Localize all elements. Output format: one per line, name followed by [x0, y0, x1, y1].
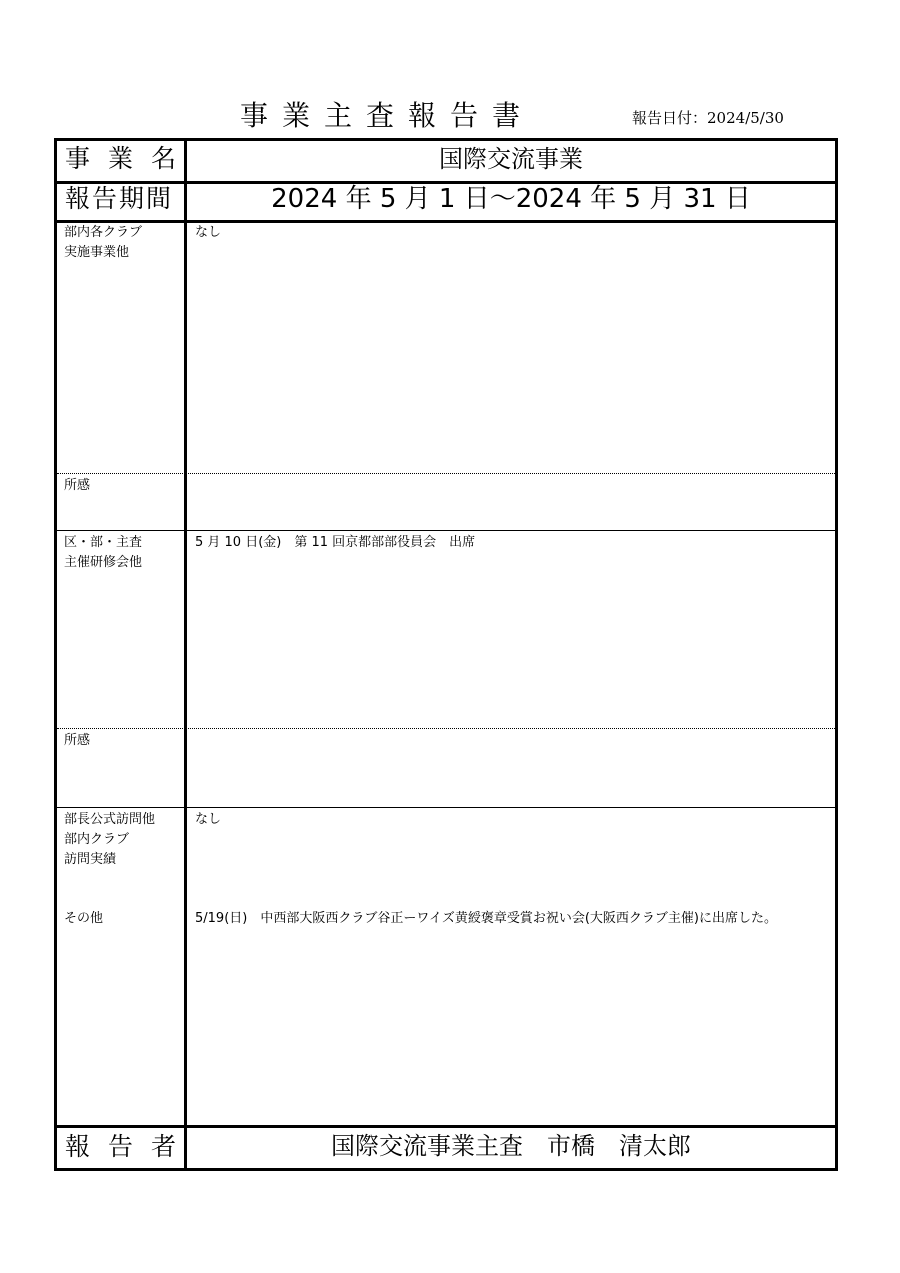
section-impressions-1 — [57, 473, 835, 531]
reporter-label: 報告者 — [57, 1125, 187, 1168]
section-other — [57, 906, 835, 1128]
section-training-events — [57, 530, 835, 729]
section-label — [57, 807, 187, 906]
report-date-label: 報告日付： — [632, 109, 708, 127]
section-label — [57, 728, 187, 807]
report-table — [54, 138, 838, 1171]
reporter-value: 国際交流事業主査 市橋 清太郎 — [331, 1132, 691, 1160]
project-label: 事業名 — [57, 141, 187, 181]
section-label — [57, 473, 187, 530]
section-label-line: 区・部・主査 — [64, 535, 143, 550]
section-label-line: 実施事業他 — [64, 245, 130, 260]
section-label-line: 所感 — [64, 478, 91, 493]
section-label — [57, 530, 187, 728]
period-label: 報告期間 — [57, 181, 187, 220]
report-date-value: 2024/5/30 — [707, 109, 784, 127]
section-label-line: その他 — [64, 911, 104, 926]
section-impressions-2 — [57, 728, 835, 808]
section-content: 5 月 10 日(金) 第 11 回京都部部役員会 出席 — [195, 535, 476, 550]
section-label-line: 主催研修会他 — [64, 555, 143, 570]
period-row — [57, 181, 835, 223]
section-label — [57, 906, 187, 1125]
section-content: なし — [195, 225, 222, 240]
section-content: なし — [195, 812, 222, 827]
section-label-line: 部内クラブ — [64, 832, 130, 847]
section-content: 5/19(日) 中西部大阪西クラブ谷正ーワイズ黄綬褒章受賞お祝い会(大阪西クラブ主催)に出席した。 — [195, 911, 777, 926]
report-date — [632, 106, 784, 130]
section-content — [187, 728, 835, 807]
section-official-visits — [57, 807, 835, 906]
document-header — [0, 96, 900, 136]
document-title: 事業主査報告書 — [240, 99, 535, 132]
section-club-events — [57, 220, 835, 474]
section-label — [57, 220, 187, 473]
project-value: 国際交流事業 — [439, 145, 583, 173]
section-label-line: 所感 — [64, 733, 91, 748]
section-label-line: 訪問実績 — [64, 852, 117, 867]
section-label-line: 部内各クラブ — [64, 225, 143, 240]
section-content — [187, 473, 835, 530]
project-row — [57, 141, 835, 184]
reporter-row — [57, 1125, 835, 1168]
period-value: 2024 年 5 月 1 日～2024 年 5 月 31 日 — [271, 184, 751, 214]
section-label-line: 部長公式訪問他 — [64, 812, 156, 827]
